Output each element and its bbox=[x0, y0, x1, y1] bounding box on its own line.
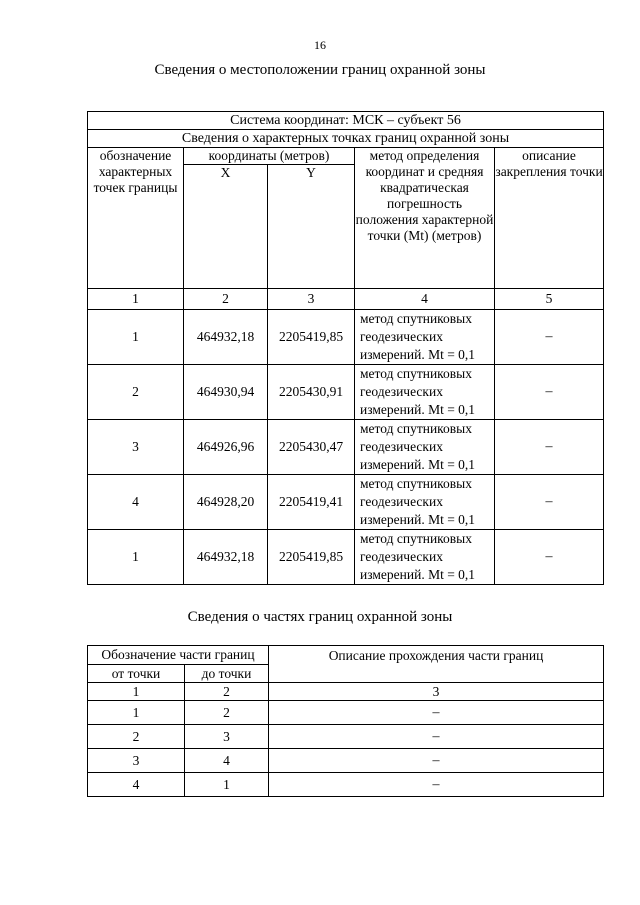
y-coordinate: 2205430,47 bbox=[268, 420, 355, 475]
column-number: 3 bbox=[269, 683, 604, 701]
fixing-description: – bbox=[495, 475, 604, 530]
fixing-description: – bbox=[495, 310, 604, 365]
table-row bbox=[88, 725, 604, 749]
column-number: 5 bbox=[495, 289, 604, 310]
page-number: 16 bbox=[314, 38, 326, 52]
point-number: 4 bbox=[88, 475, 184, 530]
method-text: метод спутниковых геодезических измерений. Mt = 0,1 bbox=[355, 310, 495, 365]
part-description: – bbox=[269, 725, 604, 749]
table-row bbox=[88, 310, 604, 365]
point-number: 3 bbox=[88, 420, 184, 475]
table-row bbox=[88, 420, 604, 475]
header-fixing: описание закрепления точки bbox=[495, 148, 604, 289]
header-coordinates: координаты (метров) bbox=[184, 148, 355, 165]
header-to-point: до точки bbox=[185, 665, 269, 683]
x-coordinate: 464930,94 bbox=[184, 365, 268, 420]
y-coordinate: 2205430,91 bbox=[268, 365, 355, 420]
header-designation: обозначение характерных точек границы bbox=[88, 148, 184, 289]
x-coordinate: 464932,18 bbox=[184, 310, 268, 365]
fixing-description: – bbox=[495, 420, 604, 475]
x-coordinate: 464928,20 bbox=[184, 475, 268, 530]
column-number: 1 bbox=[88, 683, 185, 701]
fixing-description: – bbox=[495, 365, 604, 420]
y-coordinate: 2205419,41 bbox=[268, 475, 355, 530]
table-row bbox=[88, 365, 604, 420]
table-row bbox=[88, 701, 604, 725]
header-part-designation: Обозначение части границ bbox=[88, 646, 269, 665]
to-point: 3 bbox=[185, 725, 269, 749]
method-text: метод спутниковых геодезических измерений. Mt = 0,1 bbox=[355, 420, 495, 475]
fixing-description: – bbox=[495, 530, 604, 585]
part-description: – bbox=[269, 749, 604, 773]
characteristic-points-table bbox=[87, 111, 604, 585]
from-point: 3 bbox=[88, 749, 185, 773]
point-number: 1 bbox=[88, 310, 184, 365]
header-from-point: от точки bbox=[88, 665, 185, 683]
y-coordinate: 2205419,85 bbox=[268, 530, 355, 585]
method-text: метод спутниковых геодезических измерений. Mt = 0,1 bbox=[355, 365, 495, 420]
column-number: 4 bbox=[355, 289, 495, 310]
header-x: X bbox=[184, 165, 268, 289]
to-point: 4 bbox=[185, 749, 269, 773]
point-number: 2 bbox=[88, 365, 184, 420]
to-point: 1 bbox=[185, 773, 269, 797]
column-number: 1 bbox=[88, 289, 184, 310]
point-number: 1 bbox=[88, 530, 184, 585]
header-y: Y bbox=[268, 165, 355, 289]
coordinate-system-label: Система координат: МСК – субъект 56 bbox=[88, 112, 604, 130]
column-number: 2 bbox=[184, 289, 268, 310]
table-row bbox=[88, 749, 604, 773]
column-number: 3 bbox=[268, 289, 355, 310]
y-coordinate: 2205419,85 bbox=[268, 310, 355, 365]
table-row bbox=[88, 530, 604, 585]
x-coordinate: 464926,96 bbox=[184, 420, 268, 475]
part-description: – bbox=[269, 701, 604, 725]
section-title-parts: Сведения о частях границ охранной зоны bbox=[187, 609, 453, 625]
column-number: 2 bbox=[185, 683, 269, 701]
boundary-parts-table bbox=[87, 645, 604, 797]
from-point: 1 bbox=[88, 701, 185, 725]
part-description: – bbox=[269, 773, 604, 797]
x-coordinate: 464932,18 bbox=[184, 530, 268, 585]
table-row bbox=[88, 773, 604, 797]
from-point: 2 bbox=[88, 725, 185, 749]
method-text: метод спутниковых геодезических измерений. Mt = 0,1 bbox=[355, 475, 495, 530]
from-point: 4 bbox=[88, 773, 185, 797]
method-text: метод спутниковых геодезических измерений. Mt = 0,1 bbox=[355, 530, 495, 585]
to-point: 2 bbox=[185, 701, 269, 725]
section-title-boundaries: Сведения о местоположении границ охранной зоны bbox=[154, 62, 486, 78]
table-subtitle: Сведения о характерных точках границ охранной зоны bbox=[88, 130, 604, 148]
table-row bbox=[88, 475, 604, 530]
header-description: Описание прохождения части границ bbox=[269, 646, 604, 683]
header-method: метод определения координат и средняя квадратическая погрешность положения характерной точки (Mt) (метров) bbox=[355, 148, 495, 289]
